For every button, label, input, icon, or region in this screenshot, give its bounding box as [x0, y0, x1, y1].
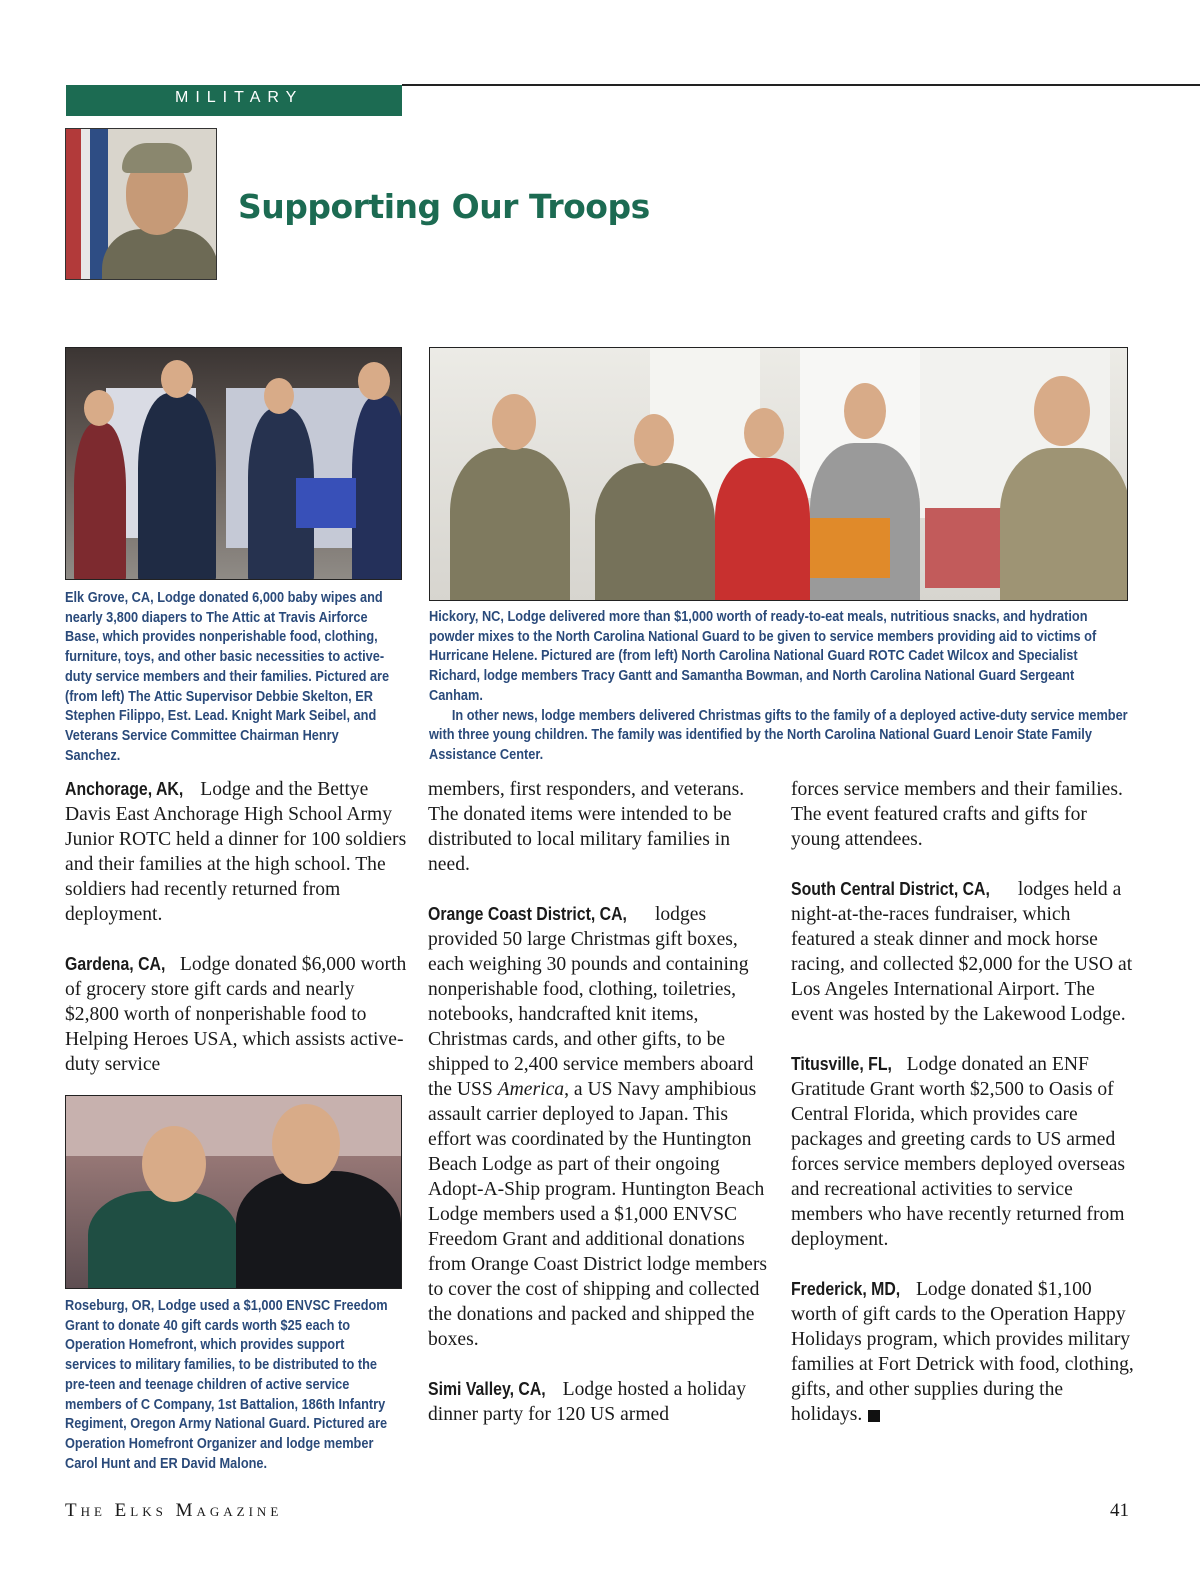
article-anchorage: [65, 777, 410, 927]
article-text: Lodge and the Bettye Davis East Anchorage High School Army Junior ROTC held a dinner for 100 soldiers and their families at the high school. The soldiers had recently returned from deployment.: [65, 779, 407, 925]
end-mark-icon: [868, 1410, 880, 1422]
article-text: Lodge donated $6,000 worth of grocery store gift cards and nearly $2,800 worth of nonperishable food to Helping Heroes USA, which assists active-duty service: [65, 954, 407, 1075]
elk-grove-caption: [65, 589, 392, 766]
article-gardena: [65, 952, 410, 1077]
caption-text: Lodge donated 6,000 baby wipes and nearly 3,800 diapers to The Attic at Travis Airforce Base, which provides nonperishable food, clothing, furniture, toys, and other basic necessities to active-duty service members and their families. Pictured are (from left) The Attic Supervisor Debbie Skelton, ER Stephen Filippo, Est. Lead. Knight Mark Seibel, and Veterans Service Committee Chairman Henry Sanchez.: [65, 590, 390, 764]
article-column-2: [428, 777, 773, 1452]
article-text: Lodge donated an ENF Gratitude Grant worth $2,500 to Oasis of Central Florida, which provides care packages and greeting cards to US armed forces service members deployed overseas and recreational activities to service members who have recently returned from deployment.: [791, 1054, 1126, 1250]
magazine-name: The Elks Magazine: [65, 1500, 283, 1521]
roseburg-caption: [65, 1297, 392, 1474]
article-titusville: [791, 1052, 1136, 1252]
header-rule: [402, 84, 1200, 86]
article-column-3: [791, 777, 1136, 1452]
article-place: Anchorage, AK,: [65, 779, 184, 799]
article-text: Lodge hosted a holiday dinner party for 120 US armed: [428, 1379, 747, 1425]
article-simi-valley: [428, 1377, 773, 1427]
caption-text: Lodge used a $1,000 ENVSC Freedom Grant to donate 40 gift cards worth $25 each to Operation Homefront, which provides support services to military families, to be distributed to the pre-teen and teenage children of active service members of C Company, 1st Battalion, 186th Infantry Regiment, Oregon Army National Guard. Pictured are Operation Homefront Organizer and lodge member Carol Hunt and ER David Malone.: [65, 1298, 388, 1472]
article-place: Titusville, FL,: [791, 1054, 892, 1074]
article-orange-coast: [428, 902, 773, 1352]
article-text: , a US Navy amphibious assault carrier deployed to Japan. This effort was coordinated by the Huntington Beach Lodge as part of their ongoing Adopt-A-Ship program. Huntington Beach Lodge members used a $1,000 ENVSC Freedom Grant and additional donations from Orange Coast District lodge members to cover the cost of shipping and collected the donations and packed and shipped the boxes.: [428, 1079, 767, 1350]
page-number: 41: [1110, 1500, 1129, 1521]
page-title: Supporting Our Troops: [238, 187, 650, 226]
caption-place: Hickory, NC,: [429, 609, 504, 625]
caption-place: Roseburg, OR,: [65, 1298, 155, 1314]
hickory-caption: [429, 608, 1129, 766]
caption-text-2: In other news, lodge members delivered Christmas gifts to the family of a deployed active-duty service member with three young children. The family was identified by the North Carolina National Guard Lenoir State Family Assistance Center.: [429, 707, 1128, 763]
roseburg-photo: [65, 1095, 402, 1289]
article-text: lodges held a night-at-the-races fundraiser, which featured a steak dinner and mock horse racing, and collected $2,000 for the USO at Los Angeles International Airport. The event was hosted by the Lakewood Lodge.: [791, 879, 1133, 1025]
article-place: Simi Valley, CA,: [428, 1379, 546, 1399]
ship-name: America: [497, 1079, 565, 1100]
article-south-central: [791, 877, 1136, 1027]
elk-grove-photo: [65, 347, 402, 580]
section-label: MILITARY: [175, 89, 304, 106]
article-place: Gardena, CA,: [65, 954, 166, 974]
article-simi-valley-cont: forces service members and their families. The event featured crafts and gifts for young attendees.: [791, 779, 1123, 850]
article-place: Frederick, MD,: [791, 1279, 901, 1299]
caption-place: Elk Grove, CA,: [65, 590, 154, 606]
article-frederick: [791, 1277, 1136, 1427]
article-place: Orange Coast District, CA,: [428, 904, 627, 924]
soldier-headshot-image: [65, 128, 217, 280]
article-place: South Central District, CA,: [791, 879, 990, 899]
article-text: lodges provided 50 large Christmas gift boxes, each weighing 30 pounds and containing nonperishable food, clothing, toiletries, notebooks, handcrafted knit items, Christmas cards, and other gifts, to be shipped to 2,400 service members aboard the USS: [428, 904, 754, 1100]
article-text: Lodge donated $1,100 worth of gift cards to the Operation Happy Holidays program, which provides military families at Fort Detrick with food, clothing, gifts, and other supplies during the holidays.: [791, 1279, 1134, 1425]
article-gardena-cont: members, first responders, and veterans. The donated items were intended to be distributed to local military families in need.: [428, 779, 745, 875]
article-column-1: [65, 777, 410, 1102]
hickory-photo: [429, 347, 1128, 601]
caption-text: Lodge delivered more than $1,000 worth of ready-to-eat meals, nutritious snacks, and hydration powder mixes to the North Carolina National Guard to be given to service members providing aid to victims of Hurricane Helene. Pictured are (from left) North Carolina National Guard ROTC Cadet Wilcox and Specialist Richard, lodge members Tracy Gantt and Samantha Bowman, and North Carolina National Guard Sergeant Canham.: [429, 609, 1097, 704]
